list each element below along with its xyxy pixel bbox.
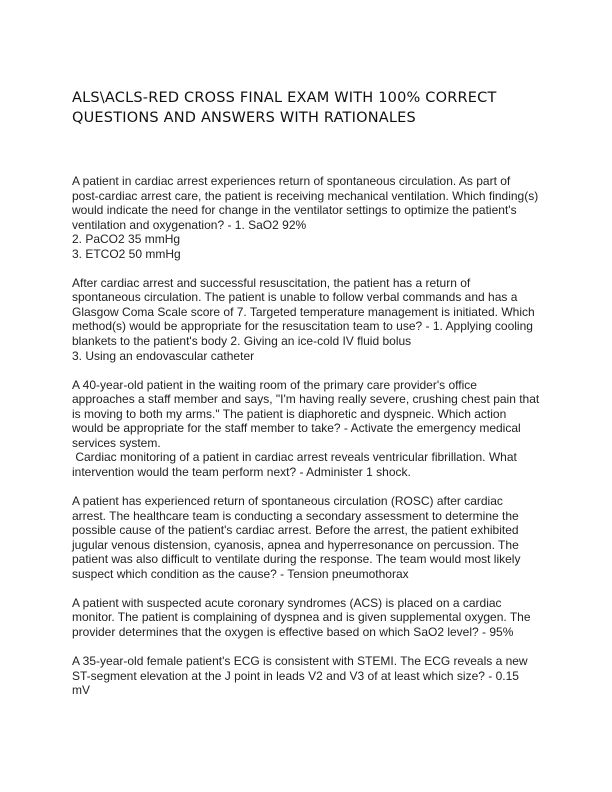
text-line: possible cause of the patient's cardiac arrest. Before the arrest, the patient exhibited xyxy=(72,523,519,538)
text-line: services system. xyxy=(72,435,161,450)
text-line: spontaneous circulation. The patient is unable to follow verbal commands and has a xyxy=(72,290,518,305)
text-line: would indicate the need for change in the ventilator settings to optimize the patient's xyxy=(72,203,517,218)
text-line: A 40-year-old patient in the waiting room of the primary care provider's office xyxy=(72,377,477,392)
text-line: post-cardiac arrest care, the patient is receiving mechanical ventilation. Which finding(s) xyxy=(72,188,539,203)
text-line: approaches a staff member and says, "I'm having really severe, crushing chest pain that xyxy=(72,392,540,407)
text-line: provider determines that the oxygen is effective based on which SaO2 level? - 95% xyxy=(72,624,514,639)
qa-item-5 xyxy=(72,596,552,640)
text-line: blankets to the patient's body 2. Giving an ice-cold IV fluid bolus xyxy=(72,334,412,349)
text-line: Cardiac monitoring of a patient in cardiac arrest reveals ventricular fibrillation. What xyxy=(72,450,517,465)
text-line: After cardiac arrest and successful resuscitation, the patient has a return of xyxy=(72,275,471,290)
text-line: jugular venous distension, cyanosis, apnea and hyperresonance on percussion. The xyxy=(72,537,519,552)
text-line: A patient in cardiac arrest experiences return of spontaneous circulation. As part of xyxy=(72,174,511,188)
text-line: suspect which condition as the cause? - Tension pneumothorax xyxy=(72,566,409,581)
text-line: A 35-year-old female patient's ECG is consistent with STEMI. The ECG reveals a new xyxy=(72,654,528,669)
text-line: method(s) would be appropriate for the resuscitation team to use? - 1. Applying cooling xyxy=(72,319,533,334)
text-line: arrest. The healthcare team is conducting a secondary assessment to determine the xyxy=(72,508,519,523)
text-line: 3. Using an endovascular catheter xyxy=(72,348,255,363)
text-line: monitor. The patient is complaining of dyspnea and is given supplemental oxygen. The xyxy=(72,610,531,625)
text-line: Glasgow Coma Scale score of 7. Targeted temperature management is initiated. Which xyxy=(72,304,535,319)
title-line: QUESTIONS AND ANSWERS WITH RATIONALES xyxy=(72,110,416,126)
text-line: patient was also difficult to ventilate during the response. The team would most likely xyxy=(72,552,521,567)
qa-item-6 xyxy=(72,654,552,698)
document-body xyxy=(72,174,552,712)
text-line: 2. PaCO2 35 mmHg xyxy=(72,232,181,247)
qa-item-1 xyxy=(72,174,552,261)
qa-item-4 xyxy=(72,494,552,581)
qa-item-3 xyxy=(72,378,552,480)
text-line: A patient with suspected acute coronary syndromes (ACS) is placed on a cardiac xyxy=(72,595,502,610)
title-line: ALS\ACLS-RED CROSS FINAL EXAM WITH 100% CORRECT xyxy=(72,90,497,106)
text-line: A patient has experienced return of spontaneous circulation (ROSC) after cardiac xyxy=(72,494,503,509)
text-line: 3. ETCO2 50 mmHg xyxy=(72,246,181,261)
qa-item-2 xyxy=(72,276,552,363)
text-line: ST-segment elevation at the J point in leads V2 and V3 of at least which size? - 0.15 xyxy=(72,668,519,683)
text-line: would be appropriate for the staff member to take? - Activate the emergency medical xyxy=(72,421,521,436)
text-line: is moving to both my arms." The patient is diaphoretic and dyspneic. Which action xyxy=(72,406,507,421)
text-line: mV xyxy=(72,683,90,698)
document-title xyxy=(72,88,552,128)
text-line: ventilation and oxygenation? - 1. SaO2 92% xyxy=(72,217,307,232)
text-line: intervention would the team perform next? - Administer 1 shock. xyxy=(72,464,411,479)
